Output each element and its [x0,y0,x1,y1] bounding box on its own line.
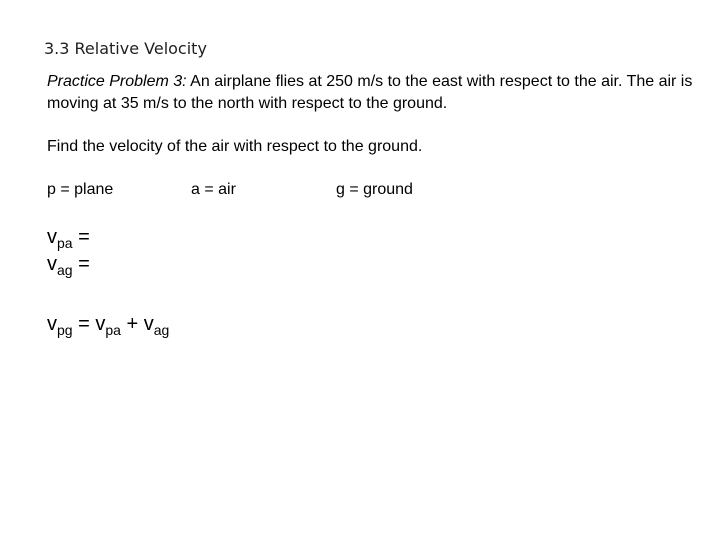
key-ground: g = ground [336,181,413,198]
equals-sign: = [72,253,90,275]
vector-subscript: pa [105,322,121,338]
slide-title: 3.3 Relative Velocity [44,39,207,58]
problem-statement [47,71,697,115]
problem-label: Practice Problem 3: [47,73,187,90]
vector-subscript: ag [153,322,170,338]
vector-symbol: v [47,226,57,248]
equals-sign: = [72,313,96,335]
vector-symbol: v [47,253,57,275]
key-plane: p = plane [47,181,114,198]
key-air: a = air [191,181,236,198]
vector-subscript: pg [57,322,73,338]
vector-subscript: ag [57,262,73,278]
question-text: Find the velocity of the air with respect to the ground. [47,138,423,155]
equation-vag [47,253,90,276]
equation-vpa [47,226,90,249]
problem-text: An airplane flies at 250 m/s to the east with respect to the air. The air is moving at 35 m/s to the north with respect to the ground. [47,73,693,112]
vector-subscript: pa [57,235,73,251]
plus-sign: + [120,313,144,335]
equals-sign: = [72,226,90,248]
vector-symbol: v [143,313,154,335]
equation-vector-sum [47,313,169,336]
vector-symbol: v [47,313,57,335]
vector-symbol: v [95,313,106,335]
